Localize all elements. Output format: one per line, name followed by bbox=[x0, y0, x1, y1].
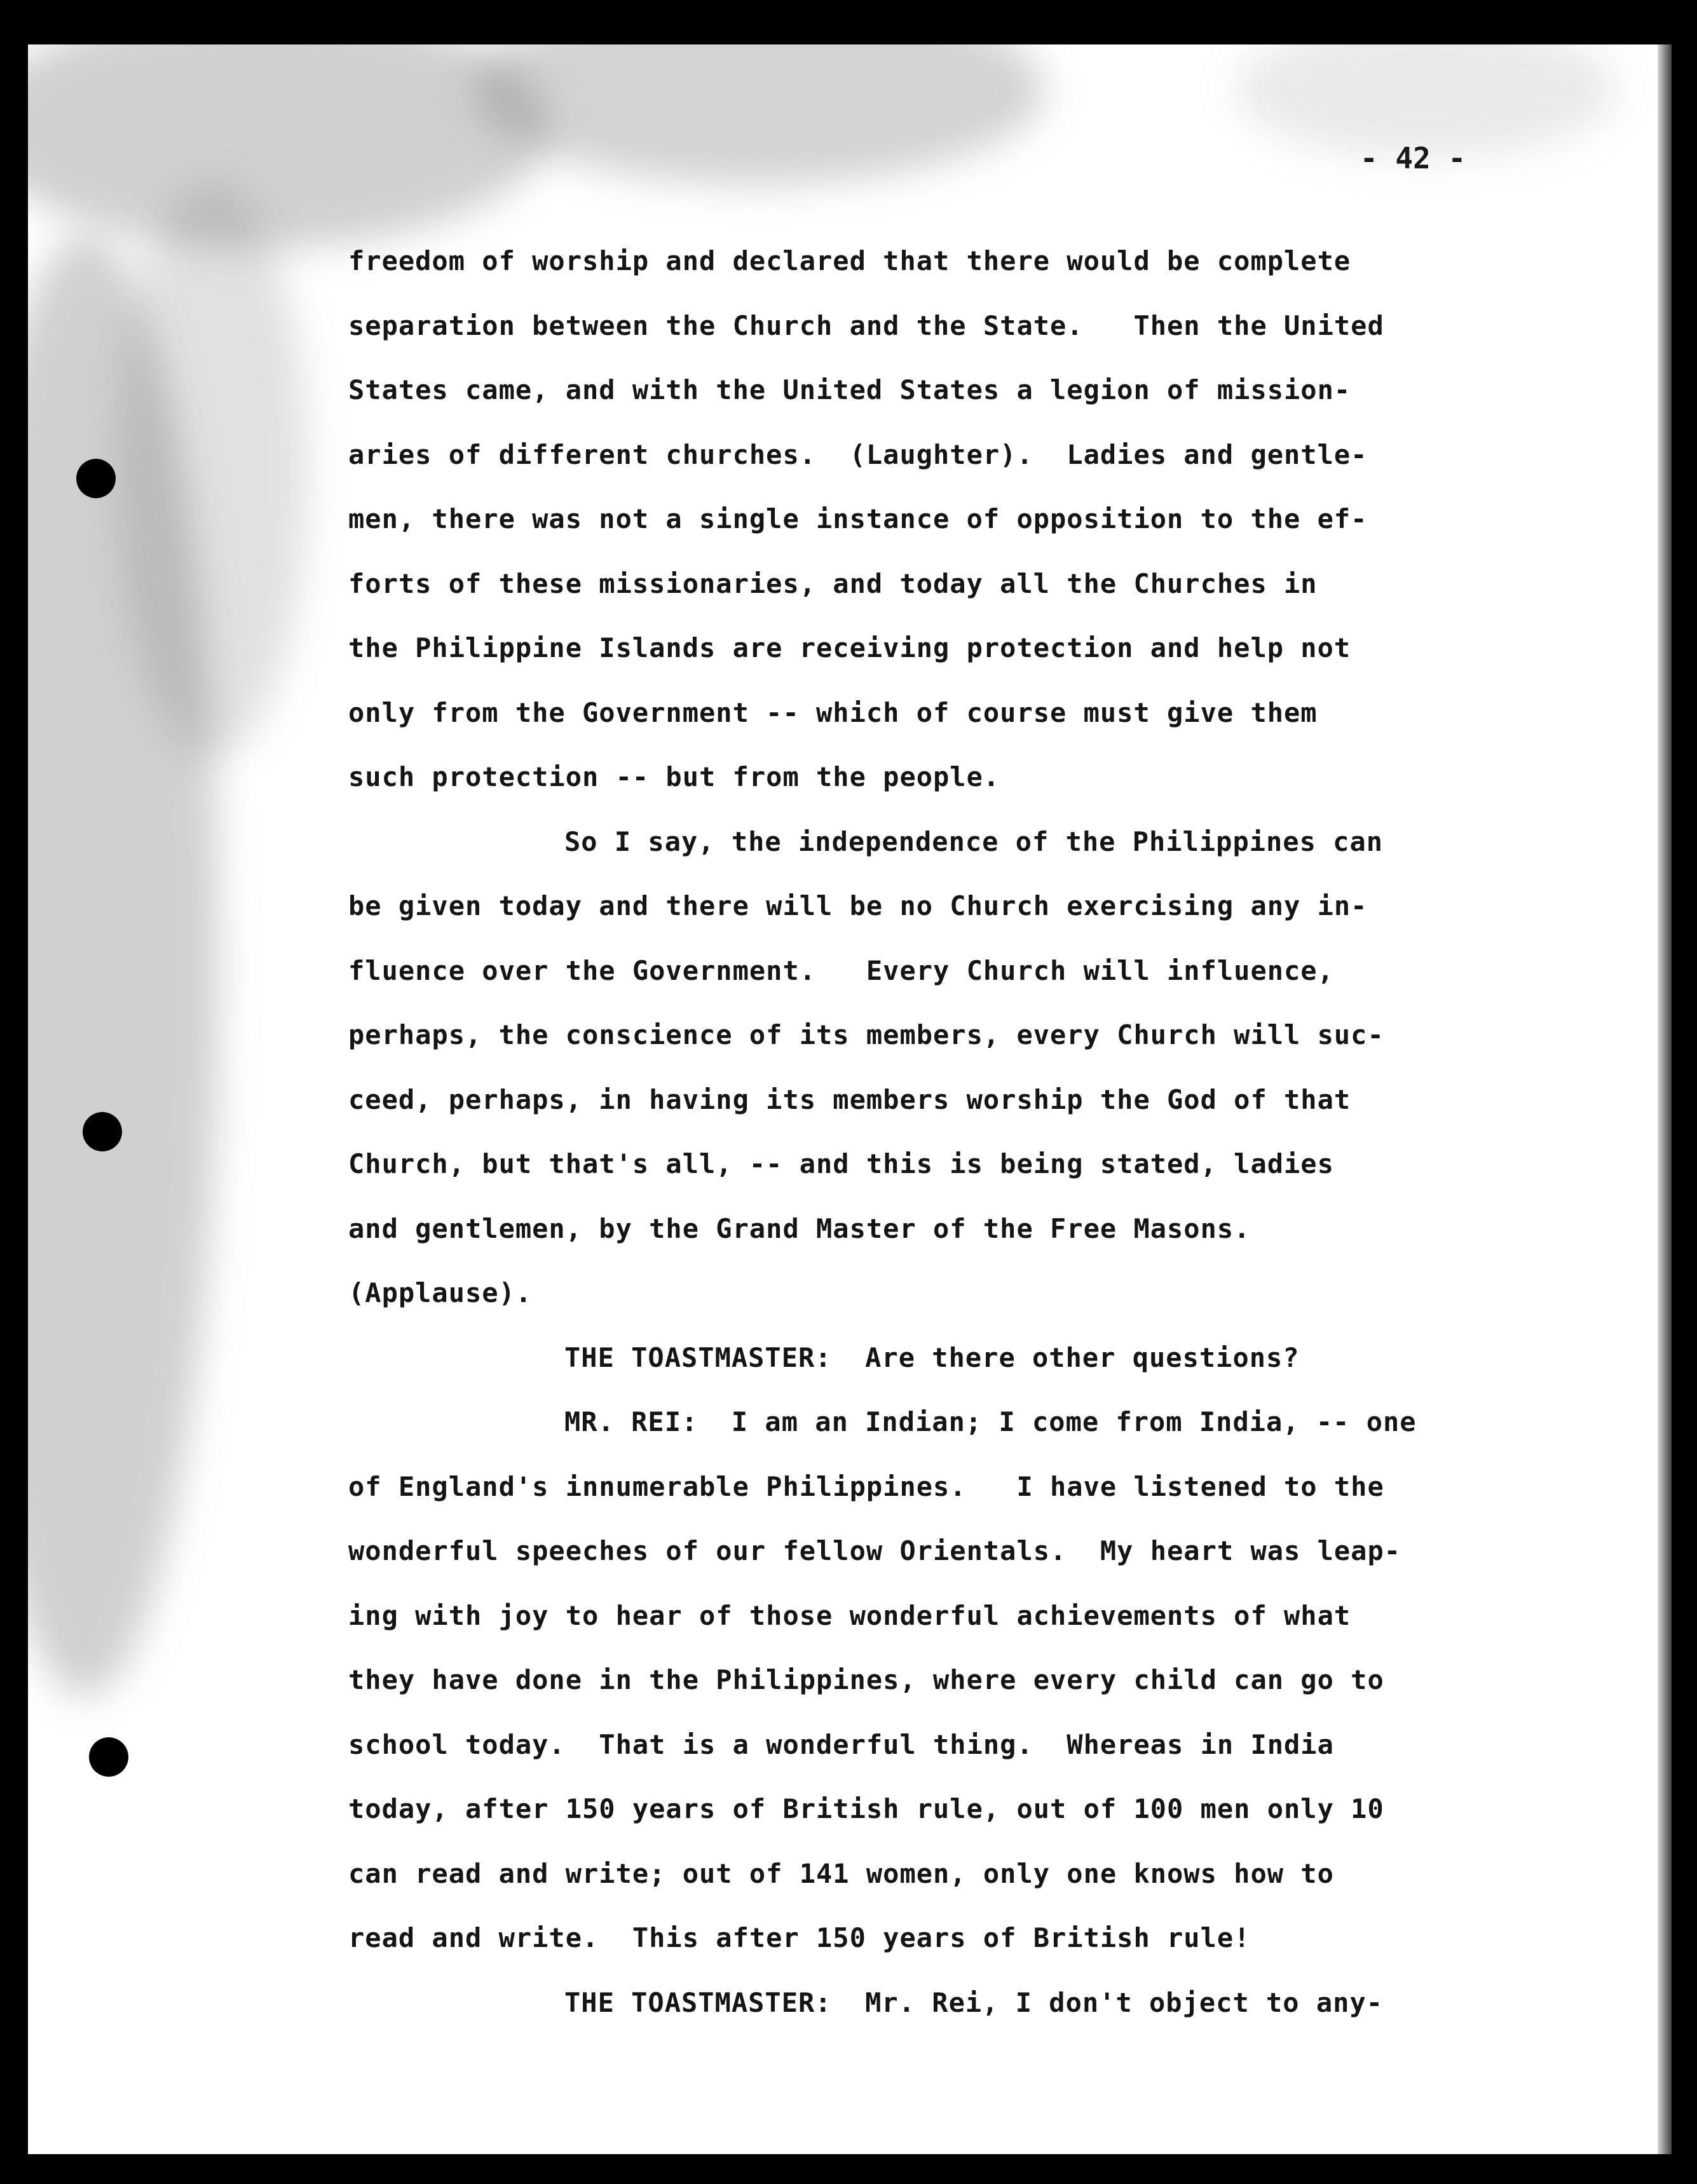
paper-stain bbox=[473, 44, 1045, 184]
text-line: and gentlemen, by the Grand Master of the Free Masons. bbox=[348, 1212, 1251, 1244]
text-line: the Philippine Islands are receiving protection and help not bbox=[348, 632, 1351, 663]
punch-hole-top bbox=[76, 459, 116, 498]
text-line: (Applause). bbox=[348, 1277, 533, 1308]
text-line: can read and write; out of 141 women, only one knows how to bbox=[348, 1857, 1334, 1889]
text-line: separation between the Church and the State. Then the United bbox=[348, 309, 1384, 341]
text-line: of England's innumerable Philippines. I have listened to the bbox=[348, 1470, 1384, 1502]
text-line: So I say, the independence of the Philippines can bbox=[564, 825, 1384, 857]
text-line: forts of these missionaries, and today all the Churches in bbox=[348, 567, 1318, 599]
text-line: aries of different churches. (Laughter). Ladies and gentle- bbox=[348, 438, 1368, 470]
text-line: perhaps, the conscience of its members, every Church will suc- bbox=[348, 1019, 1384, 1050]
text-line: they have done in the Philippines, where every child can go to bbox=[348, 1664, 1384, 1695]
text-line: freedom of worship and declared that there would be complete bbox=[348, 245, 1351, 276]
paper-stain bbox=[28, 44, 549, 248]
punch-hole-bottom bbox=[89, 1737, 128, 1777]
text-line: THE TOASTMASTER: Mr. Rei, I don't object to any- bbox=[564, 1986, 1384, 2018]
punch-hole-middle bbox=[83, 1112, 122, 1151]
text-line: men, there was not a single instance of opposition to the ef- bbox=[348, 503, 1368, 534]
text-line: read and write. This after 150 years of British rule! bbox=[348, 1922, 1251, 1953]
text-line: today, after 150 years of British rule, out of 100 men only 10 bbox=[348, 1793, 1384, 1824]
text-line: States came, and with the United States a legion of mission- bbox=[348, 374, 1351, 405]
paper-edge bbox=[1658, 44, 1672, 2154]
page-number: - 42 - bbox=[1360, 141, 1466, 175]
typed-text-body bbox=[348, 229, 1613, 2035]
text-line: fluence over the Government. Every Church will influence, bbox=[348, 954, 1334, 986]
text-line: THE TOASTMASTER: Are there other questions? bbox=[564, 1341, 1300, 1373]
text-line: only from the Government -- which of course must give them bbox=[348, 696, 1318, 728]
text-line: such protection -- but from the people. bbox=[348, 761, 1000, 792]
text-line: Church, but that's all, -- and this is being stated, ladies bbox=[348, 1148, 1334, 1179]
paper-stain bbox=[117, 184, 308, 756]
text-line: ing with joy to hear of those wonderful achievements of what bbox=[348, 1599, 1351, 1631]
text-line: ceed, perhaps, in having its members worship the God of that bbox=[348, 1083, 1351, 1115]
text-line: MR. REI: I am an Indian; I come from India, -- one bbox=[564, 1406, 1417, 1437]
paper-stain bbox=[28, 235, 219, 1697]
text-line: wonderful speeches of our fellow Orientals. My heart was leap- bbox=[348, 1535, 1401, 1566]
text-line: school today. That is a wonderful thing. Whereas in India bbox=[348, 1728, 1334, 1760]
text-line: be given today and there will be no Church exercising any in- bbox=[348, 890, 1368, 921]
